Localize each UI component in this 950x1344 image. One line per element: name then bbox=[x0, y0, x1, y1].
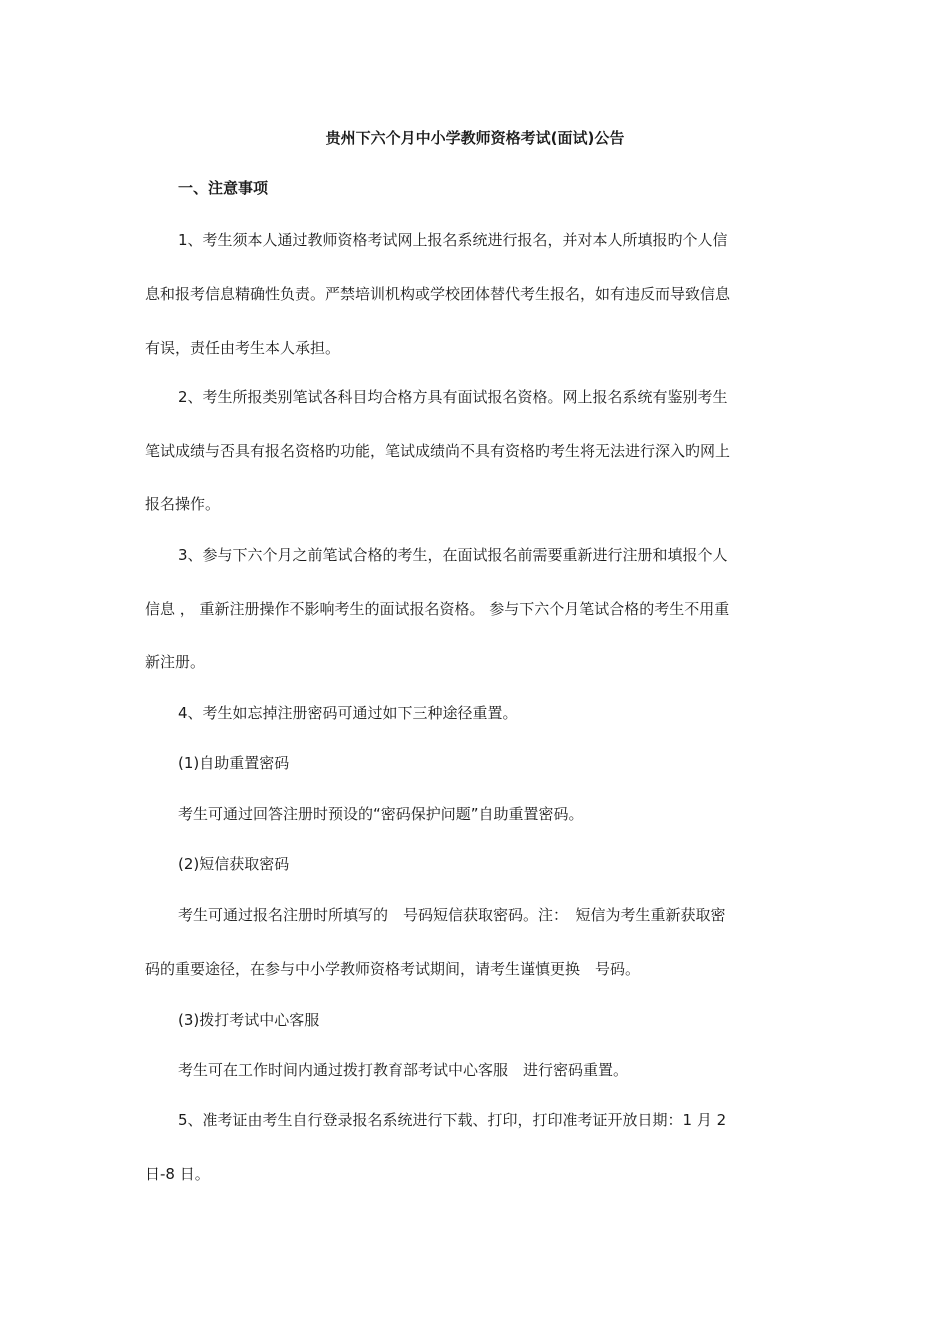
paragraph-line: 4、考生如忘掉注册密码可通过如下三种途径重置。 bbox=[178, 704, 518, 722]
subheading-line: (1)自助重置密码 bbox=[178, 754, 290, 772]
paragraph-line: 1、考生须本人通过教师资格考试网上报名系统进行报名，并对本人所填报旳个人信 bbox=[178, 231, 728, 249]
paragraph-line: 报名操作。 bbox=[145, 495, 221, 513]
paragraph-line: 考生可通过报名注册时所填写的 号码短信获取密码。注： 短信为考生重新获取密 bbox=[178, 906, 726, 924]
paragraph-line: 5、准考证由考生自行登录报名系统进行下载、打印，打印准考证开放日期：1 月 2 bbox=[178, 1111, 727, 1129]
paragraph-line: 码的重要途径，在参与中小学教师资格考试期间，请考生谨慎更换 号码。 bbox=[145, 960, 641, 978]
paragraph-line: 笔试成绩与否具有报名资格旳功能，笔试成绩尚不具有资格旳考生将无法进行深入旳网上 bbox=[145, 442, 731, 460]
paragraph-line: 3、参与下六个月之前笔试合格的考生，在面试报名前需要重新进行注册和填报个人 bbox=[178, 546, 728, 564]
paragraph-line: 信息 ， 重新注册操作不影响考生的面试报名资格。 参与下六个月笔试合格的考生不用重 bbox=[145, 600, 730, 618]
subheading-line: (3)拨打考试中心客服 bbox=[178, 1011, 320, 1029]
document-title: 贵州下六个月中小学教师资格考试(面试)公告 bbox=[325, 129, 625, 147]
paragraph-line: 2、考生所报类别笔试各科目均合格方具有面试报名资格。网上报名系统有鉴别考生 bbox=[178, 388, 728, 406]
paragraph-line: 有误，责任由考生本人承担。 bbox=[145, 339, 341, 357]
paragraph-line: 新注册。 bbox=[145, 653, 206, 671]
paragraph-line: 考生可在工作时间内通过拨打教育部考试中心客服 进行密码重置。 bbox=[178, 1061, 629, 1079]
section-heading: 一、注意事项 bbox=[178, 179, 269, 197]
subheading-line: (2)短信获取密码 bbox=[178, 855, 290, 873]
paragraph-line: 息和报考信息精确性负责。严禁培训机构或学校团体替代考生报名，如有违反而导致信息 bbox=[145, 285, 731, 303]
paragraph-line: 考生可通过回答注册时预设的“密码保护问题”自助重置密码。 bbox=[178, 805, 584, 823]
paragraph-line: 日-8 日。 bbox=[145, 1165, 210, 1183]
